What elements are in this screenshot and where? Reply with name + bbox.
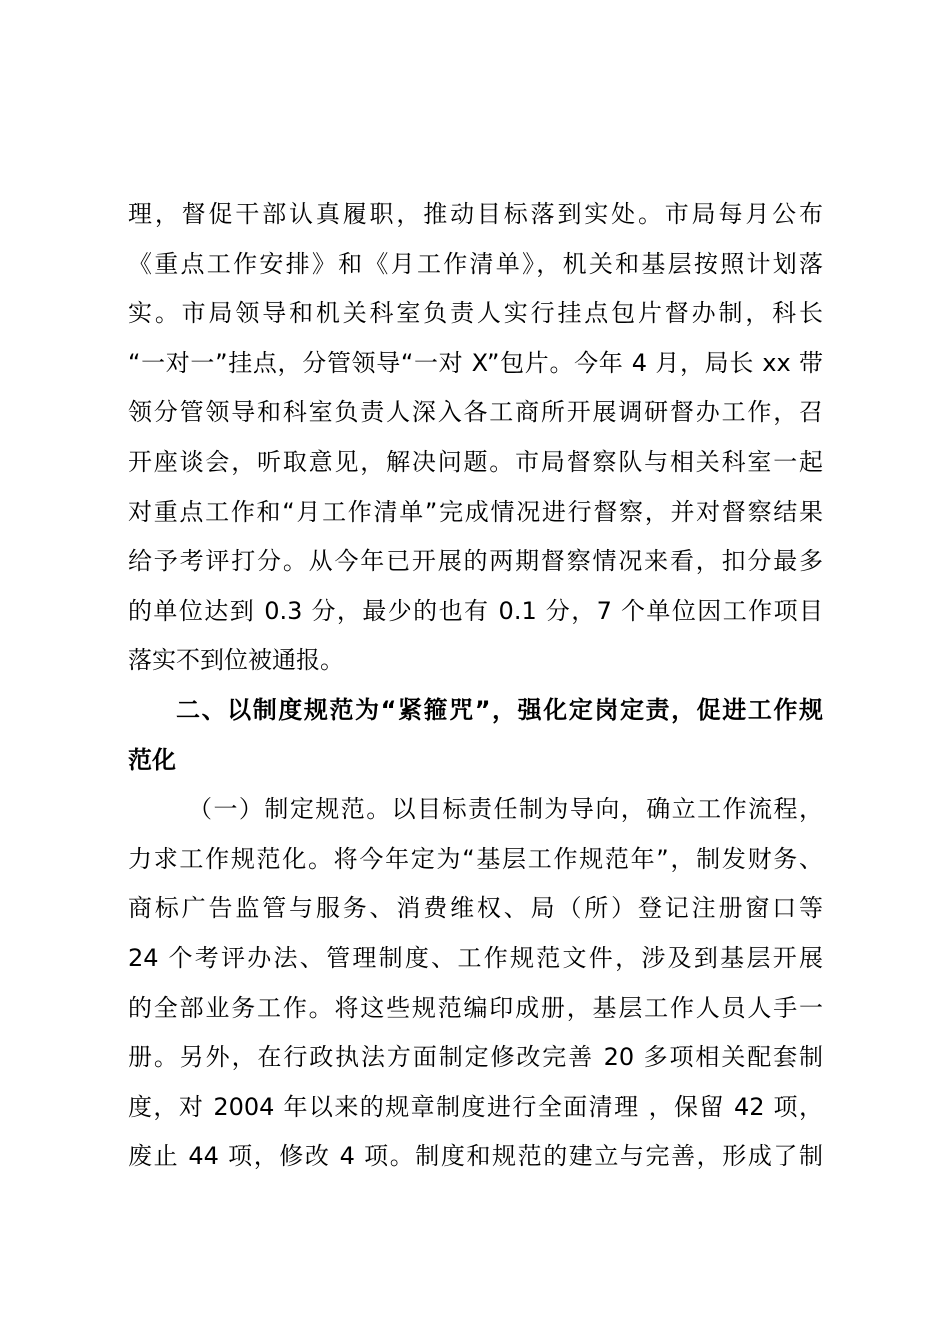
paragraph-line: 废止 44 项，修改 4 项。制度和规范的建立与完善，形成了制 — [128, 1142, 823, 1171]
paragraph-line: 开座谈会，听取意见，解决问题。市局督察队与相关科室一起 — [128, 447, 823, 476]
section-heading-2 — [128, 686, 823, 785]
paragraph-line: 24 个考评办法、管理制度、工作规范文件，涉及到基层开展 — [128, 943, 823, 972]
paragraph-line: 册。另外，在行政执法方面制定修改完善 20 多项相关配套制 — [128, 1043, 823, 1072]
paragraph-regulations — [128, 785, 823, 1182]
heading-line: 范化 — [128, 745, 176, 774]
paragraph-line: 的单位达到 0.3 分，最少的也有 0.1 分，7 个单位因工作项目 — [128, 596, 823, 625]
paragraph-line: 商标广告监管与服务、消费维权、局（所）登记注册窗口等 — [128, 894, 823, 923]
paragraph-line: 实。市局领导和机关科室负责人实行挂点包片督办制，科长 — [128, 299, 823, 328]
paragraph-line: 的全部业务工作。将这些规范编印成册，基层工作人员人手一 — [128, 993, 823, 1022]
paragraph-line: 力求工作规范化。将今年定为“基层工作规范年”，制发财务、 — [128, 844, 823, 873]
paragraph-line: 《重点工作安排》和《月工作清单》，机关和基层按照计划落 — [128, 249, 823, 278]
paragraph-line: 度，对 2004 年以来的规章制度进行全面清理 ，保留 42 项， — [128, 1092, 823, 1121]
paragraph-line: （一）制定规范。以目标责任制为导向，确立工作流程， — [188, 795, 823, 824]
paragraph-line: 领分管领导和科室负责人深入各工商所开展调研督办工作，召 — [128, 398, 823, 427]
paragraph-line: “一对一”挂点，分管领导“一对 X”包片。今年 4 月，局长 xx 带 — [128, 348, 823, 377]
paragraph-line: 落实不到位被通报。 — [128, 646, 344, 675]
paragraph-supervision — [128, 190, 823, 686]
heading-line: 二、以制度规范为“紧箍咒”，强化定岗定责，促进工作规 — [176, 695, 823, 724]
paragraph-line: 理，督促干部认真履职，推动目标落到实处。市局每月公布 — [128, 200, 823, 228]
document-body — [128, 190, 823, 1182]
paragraph-line: 给予考评打分。从今年已开展的两期督察情况来看，扣分最多 — [128, 547, 823, 576]
paragraph-line: 对重点工作和“月工作清单”完成情况进行督察，并对督察结果 — [128, 497, 823, 526]
